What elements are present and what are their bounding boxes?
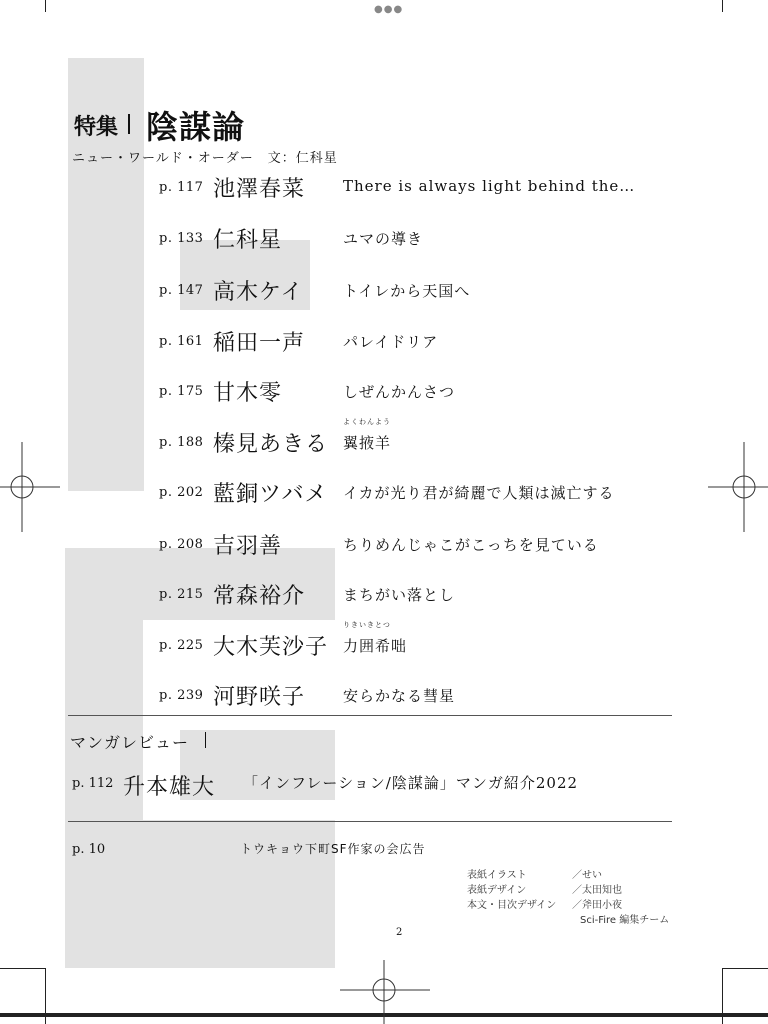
crop-mark-br-h	[722, 968, 768, 969]
ad-page: p. 10	[72, 842, 106, 857]
credit-role: 表紙イラスト	[467, 870, 527, 881]
entry-page: p. 202	[159, 485, 204, 500]
entry-title: トイレから天国へ	[343, 282, 471, 300]
entry-author: 高木ケイ	[213, 280, 304, 305]
entry-author: 榛見あきる	[213, 432, 329, 457]
entry-title: イカが光り君が綺麗で人類は滅亡する	[343, 484, 615, 502]
entry-title: 翼掖羊	[343, 434, 392, 452]
manga-page: p. 112	[72, 776, 114, 791]
entry-page: p. 225	[159, 638, 204, 653]
credit-role: 本文・目次デザイン	[467, 900, 557, 911]
entry-page: p. 147	[159, 283, 204, 298]
credit-name: ／せい	[572, 870, 602, 881]
entry-page: p. 133	[159, 231, 204, 246]
credit-role: 表紙デザイン	[467, 885, 527, 896]
crop-mark-bl-h	[0, 968, 46, 969]
entry-author: 藍銅ツバメ	[213, 482, 328, 507]
entry-author: 常森裕介	[213, 584, 306, 609]
feature-label: 特集	[74, 115, 119, 140]
entry-title: ユマの導き	[343, 230, 424, 248]
manga-author[interactable]: 升本雄大	[123, 775, 216, 800]
crop-mark-tl-v	[45, 0, 46, 12]
toc-entry[interactable]	[0, 326, 768, 362]
entry-ruby: りきいきとつ	[343, 621, 391, 629]
divider	[68, 821, 672, 822]
page-number: 2	[396, 927, 403, 938]
entry-author: 稲田一声	[213, 331, 306, 356]
entry-author: 池澤春菜	[213, 177, 306, 202]
toc-entry[interactable]	[0, 418, 768, 463]
entry-page: p. 117	[159, 180, 204, 195]
entry-page: p. 175	[159, 384, 204, 399]
entry-title: ちりめんじゃこがこっちを見ている	[343, 536, 599, 554]
entry-author: 大木芙沙子	[213, 635, 329, 660]
crop-mark-tr-v	[722, 0, 723, 12]
toc-entry[interactable]	[0, 376, 768, 412]
ad-title[interactable]: トウキョウ下町SF作家の会広告	[240, 842, 426, 856]
feature-subtitle: ニュー・ワールド・オーダー 文：仁科星	[72, 151, 338, 166]
entry-page: p. 239	[159, 688, 204, 703]
toc-entry[interactable]	[0, 172, 768, 208]
manga-review-separator	[205, 732, 206, 748]
entry-author: 吉羽善	[213, 534, 283, 559]
toc-entry[interactable]	[0, 621, 768, 666]
feature-separator	[128, 114, 130, 134]
entry-title: パレイドリア	[343, 333, 439, 351]
entry-title: There is always light behind the…	[343, 177, 636, 195]
editorial-team: Sci-Fire 編集チーム	[580, 915, 670, 926]
toc-entry[interactable]	[0, 477, 768, 513]
entry-page: p. 188	[159, 435, 204, 450]
entry-author: 仁科星	[213, 228, 283, 253]
entry-page: p. 215	[159, 587, 204, 602]
more-options-icon[interactable]: ●●●	[374, 4, 404, 15]
divider	[68, 715, 672, 716]
toc-entry[interactable]	[0, 579, 768, 615]
toc-entry[interactable]	[0, 275, 768, 311]
entry-title: 安らかなる彗星	[343, 687, 456, 705]
credit-name: ／斧田小夜	[572, 900, 622, 911]
registration-mark-bottom-icon	[340, 960, 430, 1024]
entry-author: 甘木零	[213, 381, 283, 406]
entry-page: p. 208	[159, 537, 204, 552]
feature-title: 陰謀論	[146, 108, 246, 146]
entry-author: 河野咲子	[213, 685, 306, 710]
manga-title[interactable]: 「インフレーション/陰謀論」マンガ紹介2022	[243, 774, 579, 792]
entry-title: まちがい落とし	[343, 586, 456, 604]
entry-page: p. 161	[159, 334, 204, 349]
manga-review-label: マンガレビュー	[70, 733, 190, 752]
toc-entry[interactable]	[0, 529, 768, 565]
credit-name: ／太田知也	[572, 885, 622, 896]
entry-title: 力囲希咄	[343, 637, 408, 655]
toc-entry[interactable]	[0, 680, 768, 716]
toc-entry[interactable]	[0, 223, 768, 259]
entry-title: しぜんかんさつ	[343, 383, 456, 401]
entry-ruby: よくわんよう	[343, 418, 391, 426]
